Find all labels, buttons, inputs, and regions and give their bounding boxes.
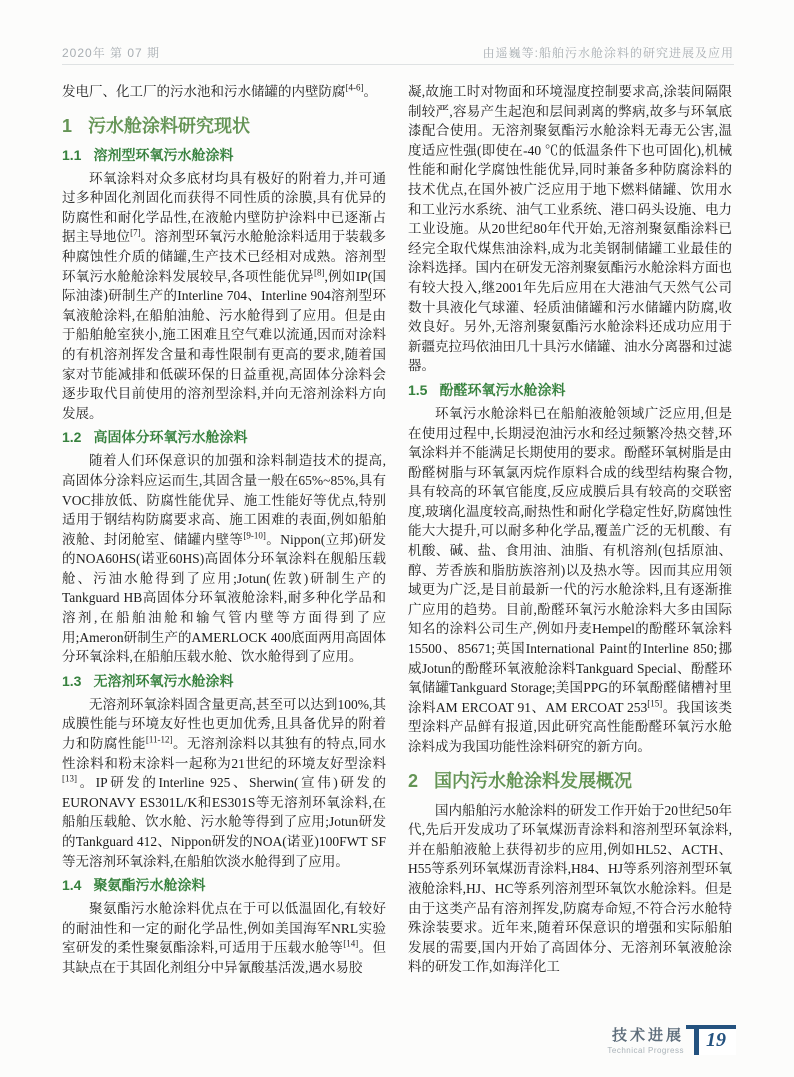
heading-text: 无溶剂环氧污水舱涂料	[93, 672, 234, 689]
heading-text: 聚氨酯污水舱涂料	[93, 877, 206, 894]
footer-section-labels	[607, 1024, 684, 1055]
heading-number: 1	[62, 115, 73, 136]
heading-text: 酚醛环氧污水舱涂料	[439, 381, 566, 398]
paragraph: 无溶剂环氧涂料固含量更高,甚至可以达到100%,其成膜性能与环境友好性也更加优秀,且具备优异的附着力和防腐性能[11-12]。无溶剂涂料以其独有的特点,同水性涂料和粉末涂料一起称为21世纪的环境友好型涂料[13]。IP研发的Interline 925、Sherwin(宣伟)研发的EURONAVY ES301L/K和ES301S等无溶剂环氧涂料,在船舶压载舱、饮水舱、污水舱等得到了应用;Jotun研发的Tankguard 412、Nippon研发的NOA(诺亚)100FWT SF等无溶剂环氧涂料,在船舶饮淡水舱得到了应用。	[62, 696, 387, 869]
page-header	[62, 44, 734, 61]
citation-ref: [8]	[313, 267, 325, 278]
paragraph: 聚氨酯污水舱涂料优点在于可以低温固化,有较好的耐油性和一定的耐化学品性,例如美国海军NRL实验室研发的柔性聚氨酯涂料,可适用于压载水舱等[14]。但其缺点在于其固化剂组分中异氰酸基活泼,遇水易胶	[62, 901, 386, 975]
citation-ref: [4-6]	[345, 82, 364, 93]
heading-text: 高固体分环氧污水舱涂料	[93, 429, 248, 446]
heading-number: 1.3	[62, 672, 82, 689]
running-title: 由遥巍等:船舶污水舱涂料的研究进展及应用	[482, 46, 734, 60]
page-footer	[607, 1024, 736, 1055]
heading-text: 国内污水舱涂料发展概况	[434, 770, 633, 791]
heading-text: 污水舱涂料研究现状	[88, 115, 251, 136]
paragraph: 环氧涂料对众多底材均具有极好的附着力,并可通过多种固化剂固化而获得不同性质的涂膜,具有优异的防腐性和耐化学品性,在液舱内壁防护涂料中已逐渐占据主导地位[7]。溶剂型环氧污水舱舱涂料适用于装载多种腐蚀性介质的储罐,生产技术已经相对成熟。溶剂型环氧污水舱舱涂料发展较早,各项性能优异[8],例如IP(国际油漆)研制生产的Interline 704、Interline 904溶剂型环氧液舱涂料,在船舶油舱、污水舱得到了应用。但是由于船舶舱室狭小,施工困难且空气难以流通,因而对涂料的有机溶剂挥发含量和毒性限制有更高的要求,随着国家对节能减排和低碳环保的日益重视,高固体分涂料会逐步取代目前使用的溶剂型涂料,并向无溶剂涂料方向发展。	[62, 170, 387, 421]
section-heading	[408, 769, 732, 793]
section-heading	[62, 114, 386, 138]
article-column-left	[62, 82, 386, 978]
paragraph: 国内船舶污水舱涂料的研发工作开始于20世纪50年代,先后开发成功了环氧煤沥青涂料和溶剂型环氧涂料,并在船舶液舱上获得初步的应用,例如HL52、ACTH、H55等系列环氧煤沥青涂料,H84、HJ等系列溶剂型环氧液舱涂料,HJ、HC等系列溶剂型环氧饮水舱涂料。但是由于这类产品有溶剂挥发,防腐寿命短,不符合污水舱特殊涂装要求。近年来,随着环保意识的增强和实际船舶发展的需要,国内开始了高固体分、无溶剂环氧液舱涂料的研发工作,如海洋化工	[408, 802, 732, 975]
citation-ref: [15]	[647, 698, 663, 709]
page-number-flag	[694, 1025, 736, 1055]
heading-text: 溶剂型环氧污水舱涂料	[93, 146, 234, 163]
citation-ref: [13]	[62, 773, 77, 784]
subsection-heading	[62, 146, 386, 165]
article-column-right	[408, 82, 732, 978]
citation-ref: [11-12]	[145, 734, 173, 745]
heading-number: 2	[408, 770, 419, 791]
paragraph: 环氧污水舱涂料已在船舶液舱领域广泛应用,但是在使用过程中,长期浸泡油污水和经过频繁冷热交替,环氧涂料并不能满足长期使用的要求。酚醛环氧树脂是由酚醛树脂与环氧氯丙烷作原料合成的线型结构聚合物,具有较高的环氧官能度,反应成膜后具有较高的交联密度,玻璃化温度较高,耐热性和耐化学稳定性好,防腐蚀性能大大提升,可以耐多种化学品,覆盖广泛的无机酸、有机酸、碱、盐、食用油、油脂、有机溶剂(包括原油、醇、芳香族和脂肪族溶剂)以及热水等。因而其应用领域更为广泛,是目前最新一代的污水舱涂料,且有逐渐推广应用的趋势。目前,酚醛环氧污水舱涂料大多由国际知名的涂料公司生产,例如丹麦Hempel的酚醛环氧涂料15500、85671;英国International Paint的Interline 850;挪威Jotun的酚醛环氧液舱涂料Tankguard Special、酚醛环氧储罐Tankguard Storage;美国PPG的环氧酚醛储槽衬里涂料AM ERCOAT 91、AM ERCOAT 253[15]。我国该类型涂料产品鲜有报道,因此研究高性能酚醛环氧污水舱涂料成为我国功能性涂料研究的新方向。	[408, 405, 732, 754]
header-divider	[62, 64, 734, 65]
subsection-heading	[62, 876, 386, 895]
subsection-heading	[62, 672, 386, 691]
subsection-heading	[62, 428, 386, 447]
subsection-heading	[408, 381, 732, 400]
paragraph: 随着人们环保意识的加强和涂料制造技术的提高,高固体分涂料应运而生,其固含量一般在65%~85%,具有VOC排放低、防腐性能优异、施工性能好等优点,特别适用于钢结构防腐要求高、施工困难的表面,例如船舶液舱、封闭舱室、储罐内壁等[9-10]。Nippon(立邦)研发的NOA60HS(诺亚60HS)高固体分环氧涂料在舰船压载舱、污油水舱得到了应用;Jotun(佐敦)研制生产的Tankguard HB高固体分环氧液舱涂料,耐多种化学品和溶剂,在船舶油舱和输气管内壁等方面得到了应用;Ameron研制生产的AMERLOCK 400底面两用高固体分环氧涂料,在船舶压载水舱、饮水舱得到了应用。	[62, 453, 387, 665]
heading-number: 1.1	[62, 146, 82, 163]
citation-ref: [14]	[343, 938, 359, 949]
citation-ref: [7]	[130, 227, 141, 238]
page-number: 19	[706, 1028, 726, 1051]
paragraph: 发电厂、化工厂的污水池和污水储罐的内壁防腐[4-6]。	[62, 82, 377, 99]
article-body	[62, 82, 732, 978]
heading-number: 1.4	[62, 877, 82, 894]
issue-label: 2020年 第 07 期	[62, 46, 161, 60]
footer-section-title-cn: 技术进展	[611, 1027, 684, 1044]
footer-section-title-en: Technical Progress	[607, 1046, 684, 1055]
heading-number: 1.5	[408, 381, 428, 398]
paragraph: 凝,故施工时对物面和环境湿度控制要求高,涂装间隔限制较严,容易产生起泡和层间剥离的弊病,故多与环氧底漆配合使用。无溶剂聚氨酯污水舱涂料无毒无公害,温度适应性强(即使在-40 ℃的低温条件下也可固化),机械性能和耐化学腐蚀性能优异,同时兼备多种防腐涂料的技术优点,在国外被广泛应用于地下燃料储罐、饮用水和工业污水系统、油气工业系统、港口码头设施、电力工业设施。从20世纪80年代开始,无溶剂聚氨酯涂料已经完全取代煤焦油涂料,成为北美钢制储罐工业最佳的涂料选择。国内在研发无溶剂聚氨酯污水舱涂料方面也有较大投入,继2001年先后应用在大港油气天然气公司数十具液化气球灌、轻质油储罐和污水储罐内防腐,收效良好。另外,无溶剂聚氨酯污水舱涂料还成功应用于新疆克拉玛依油田几十具污水储罐、油水分离器和过滤器。	[408, 84, 732, 374]
heading-number: 1.2	[62, 429, 82, 446]
citation-ref: [9-10]	[243, 530, 266, 541]
